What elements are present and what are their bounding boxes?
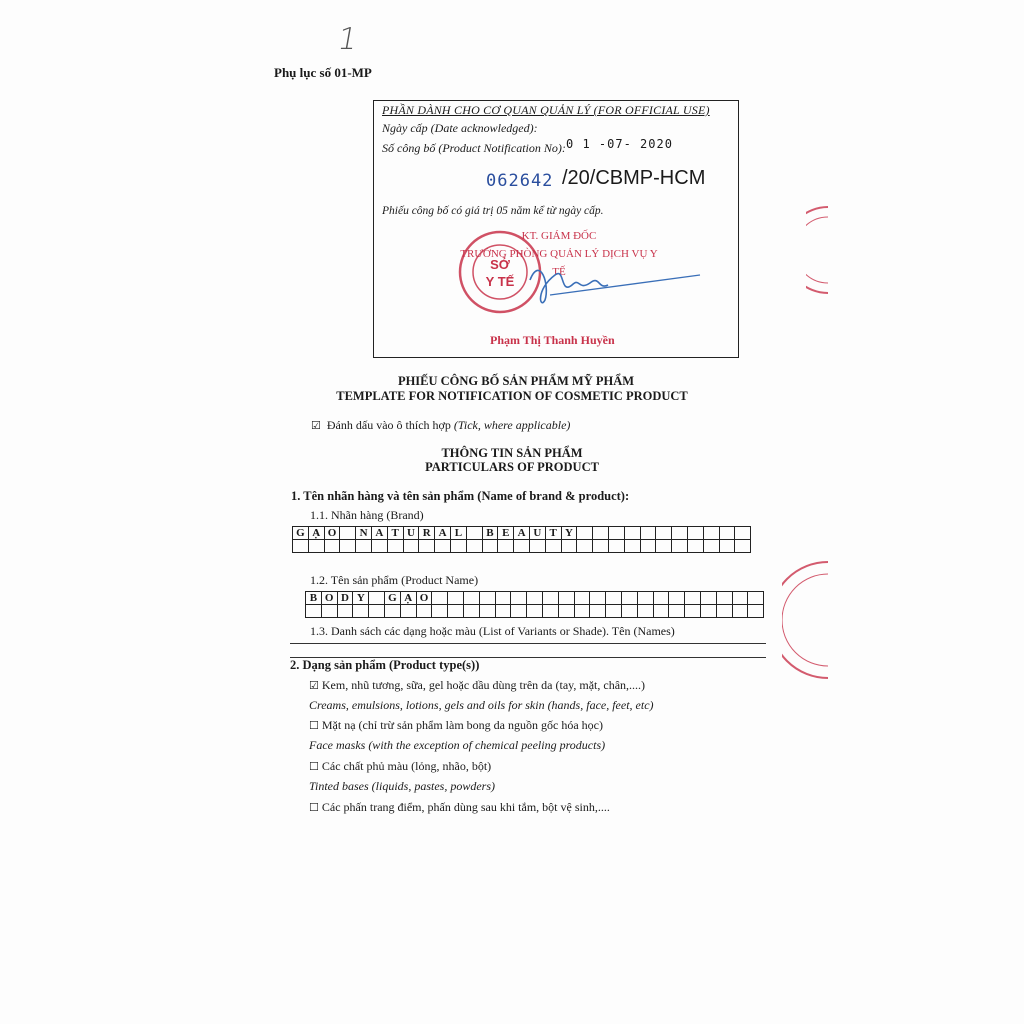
- grid-cell: [561, 540, 577, 553]
- grid-cell: A: [514, 527, 530, 540]
- product-type-option[interactable]: ☐ Các chất phủ màu (lỏng, nhão, bột): [309, 759, 492, 773]
- grid-cell: [308, 540, 324, 553]
- grid-cell: [369, 592, 385, 605]
- grid-cell: [545, 540, 561, 553]
- director-line1: KT. GIÁM ĐỐC: [521, 230, 597, 242]
- grid-cell: [685, 592, 701, 605]
- brand-label: 1.1. Nhãn hàng (Brand): [310, 508, 424, 522]
- date-stamp: 0 1 -07- 2020: [566, 137, 673, 151]
- grid-cell: [450, 540, 466, 553]
- grid-cell: E: [498, 527, 514, 540]
- grid-cell: [369, 605, 385, 618]
- grid-cell: [511, 592, 527, 605]
- product-type-option[interactable]: ☑ Kem, nhũ tương, sữa, gel hoặc dầu dùng trên da (tay, mặt, chân,....): [309, 678, 646, 692]
- grid-cell: [353, 605, 369, 618]
- grid-cell: N: [356, 527, 372, 540]
- variants-label: 1.3. Danh sách các dạng hoặc màu (List of Variants or Shade). Tên (Names): [310, 624, 675, 638]
- date-acknowledged-label: Ngày cấp (Date acknowledged):: [382, 121, 538, 135]
- grid-cell: [640, 527, 656, 540]
- grid-cell: O: [321, 592, 337, 605]
- grid-cell: Y: [561, 527, 577, 540]
- grid-cell: [419, 540, 435, 553]
- grid-cell: [687, 527, 703, 540]
- signature-icon: [510, 245, 710, 315]
- grid-cell: [527, 605, 543, 618]
- form-title-en: TEMPLATE FOR NOTIFICATION OF COSMETIC PRODUCT: [336, 389, 688, 403]
- grid-cell: [558, 592, 574, 605]
- grid-cell: [466, 527, 482, 540]
- grid-cell: [653, 592, 669, 605]
- grid-cell: [293, 540, 309, 553]
- grid-cell: [719, 540, 735, 553]
- product-type-option[interactable]: ☐ Các phấn trang điểm, phấn dùng sau khi tắm, bột vệ sinh,....: [309, 800, 610, 814]
- grid-cell: [356, 540, 372, 553]
- section1-title: 1. Tên nhãn hàng và tên sản phẩm (Name of brand & product):: [291, 489, 630, 503]
- grid-cell: R: [419, 527, 435, 540]
- grid-cell: [432, 592, 448, 605]
- grid-cell: U: [403, 527, 419, 540]
- grid-cell: [371, 540, 387, 553]
- grid-cell: [608, 527, 624, 540]
- grid-cell: [542, 605, 558, 618]
- grid-cell: [384, 605, 400, 618]
- grid-cell: [558, 605, 574, 618]
- grid-cell: [653, 605, 669, 618]
- grid-cell: [495, 605, 511, 618]
- grid-cell: [466, 540, 482, 553]
- grid-cell: [511, 605, 527, 618]
- grid-cell: [324, 540, 340, 553]
- grid-cell: O: [324, 527, 340, 540]
- grid-cell: [735, 540, 751, 553]
- grid-cell: [669, 605, 685, 618]
- grid-cell: [337, 605, 353, 618]
- grid-cell: [703, 527, 719, 540]
- grid-cell: [306, 605, 322, 618]
- grid-cell: A: [435, 527, 451, 540]
- grid-cell: [656, 540, 672, 553]
- notification-number-label: Số công bố (Product Notification No):: [382, 141, 566, 155]
- notification-suffix: /20/CBMP-HCM: [562, 167, 706, 189]
- grid-cell: [463, 592, 479, 605]
- side-seal-icon: [782, 560, 830, 680]
- grid-cell: G: [293, 527, 309, 540]
- checkbox-empty-icon[interactable]: ☐: [309, 760, 319, 773]
- grid-cell: [716, 592, 732, 605]
- grid-cell: [703, 540, 719, 553]
- grid-cell: [577, 527, 593, 540]
- grid-cell: D: [337, 592, 353, 605]
- grid-cell: Ạ: [400, 592, 416, 605]
- seal-text-top: SỞ: [490, 257, 510, 272]
- official-use-box: [373, 100, 739, 358]
- product-type-option[interactable]: ☐ Mặt nạ (chỉ trừ sản phẩm làm bong da nguồn gốc hóa học): [309, 718, 603, 732]
- grid-cell: [735, 527, 751, 540]
- grid-cell: [624, 540, 640, 553]
- handwritten-page-number: 1: [334, 22, 361, 57]
- grid-cell: [435, 540, 451, 553]
- grid-cell: [687, 540, 703, 553]
- grid-cell: [669, 592, 685, 605]
- grid-cell: [608, 540, 624, 553]
- grid-cell: [321, 605, 337, 618]
- grid-cell: Ạ: [308, 527, 324, 540]
- grid-cell: [719, 527, 735, 540]
- seal-text-bottom: Y TẾ: [485, 274, 515, 289]
- grid-cell: [590, 592, 606, 605]
- grid-cell: [448, 592, 464, 605]
- grid-cell: T: [387, 527, 403, 540]
- grid-cell: [621, 592, 637, 605]
- grid-cell: [621, 605, 637, 618]
- grid-cell: [340, 527, 356, 540]
- official-use-title: PHẦN DÀNH CHO CƠ QUAN QUẢN LÝ (FOR OFFICIAL USE): [382, 103, 710, 117]
- grid-cell: [495, 592, 511, 605]
- grid-cell: G: [384, 592, 400, 605]
- grid-cell: U: [529, 527, 545, 540]
- brand-grid: [292, 526, 751, 553]
- tick-note-vi: Đánh dấu vào ô thích hợp: [326, 418, 451, 432]
- grid-cell: [672, 540, 688, 553]
- particulars-title-en: PARTICULARS OF PRODUCT: [425, 460, 599, 474]
- checkbox-empty-icon[interactable]: ☐: [309, 719, 319, 732]
- grid-cell: [527, 592, 543, 605]
- tick-note-en: (Tick, where applicable): [453, 418, 571, 432]
- grid-cell: [400, 605, 416, 618]
- product-type-option-en: Tinted bases (liquids, pastes, powders): [309, 779, 496, 793]
- validity-note: Phiếu công bố có giá trị 05 năm kể từ ngày cấp.: [382, 205, 604, 217]
- grid-cell: [685, 605, 701, 618]
- grid-cell: [593, 540, 609, 553]
- grid-cell: [482, 540, 498, 553]
- grid-cell: L: [450, 527, 466, 540]
- grid-cell: [748, 605, 764, 618]
- grid-cell: [748, 592, 764, 605]
- grid-cell: [542, 592, 558, 605]
- grid-cell: [637, 592, 653, 605]
- grid-cell: [700, 592, 716, 605]
- grid-cell: [574, 605, 590, 618]
- grid-cell: [624, 527, 640, 540]
- grid-cell: [479, 592, 495, 605]
- grid-cell: [577, 540, 593, 553]
- appendix-label: Phụ lục số 01-MP: [274, 65, 372, 80]
- grid-cell: [529, 540, 545, 553]
- grid-cell: [448, 605, 464, 618]
- signer-name: Phạm Thị Thanh Huyền: [490, 333, 615, 347]
- checkbox-checked-icon[interactable]: ☑: [311, 419, 321, 432]
- grid-cell: [574, 592, 590, 605]
- grid-cell: [463, 605, 479, 618]
- grid-cell: T: [545, 527, 561, 540]
- grid-cell: [637, 605, 653, 618]
- checkbox-checked-icon[interactable]: ☑: [309, 679, 319, 692]
- grid-cell: [732, 592, 748, 605]
- grid-cell: [387, 540, 403, 553]
- product-name-grid: [305, 591, 764, 618]
- divider: [290, 643, 766, 644]
- notification-number: 062642: [486, 171, 554, 191]
- grid-cell: [700, 605, 716, 618]
- side-seal-icon: [806, 205, 830, 295]
- product-type-option-en: Face masks (with the exception of chemical peeling products): [309, 738, 606, 752]
- grid-cell: [479, 605, 495, 618]
- grid-cell: A: [371, 527, 387, 540]
- grid-cell: O: [416, 592, 432, 605]
- grid-cell: [672, 527, 688, 540]
- grid-cell: Y: [353, 592, 369, 605]
- product-type-option-en: Creams, emulsions, lotions, gels and oils for skin (hands, face, feet, etc): [309, 698, 654, 712]
- grid-cell: [656, 527, 672, 540]
- grid-cell: [732, 605, 748, 618]
- grid-cell: [416, 605, 432, 618]
- grid-cell: B: [306, 592, 322, 605]
- checkbox-empty-icon[interactable]: ☐: [309, 801, 319, 814]
- director-line2: TRƯỞNG PHÒNG QUẢN LÝ DỊCH VỤ Y TẾ: [460, 248, 658, 278]
- grid-cell: B: [482, 527, 498, 540]
- grid-cell: [590, 605, 606, 618]
- grid-cell: [716, 605, 732, 618]
- tick-note: [311, 418, 570, 433]
- grid-cell: [593, 527, 609, 540]
- grid-cell: [606, 592, 622, 605]
- form-title-vi: PHIẾU CÔNG BỐ SẢN PHẨM MỸ PHẨM: [397, 374, 635, 388]
- grid-cell: [340, 540, 356, 553]
- grid-cell: [606, 605, 622, 618]
- grid-cell: [514, 540, 530, 553]
- grid-cell: [498, 540, 514, 553]
- section2-title: 2. Dạng sản phẩm (Product type(s)): [290, 658, 480, 672]
- grid-cell: [432, 605, 448, 618]
- grid-cell: [640, 540, 656, 553]
- product-name-label: 1.2. Tên sản phẩm (Product Name): [310, 573, 479, 587]
- particulars-title-vi: THÔNG TIN SẢN PHẨM: [441, 446, 583, 460]
- grid-cell: [403, 540, 419, 553]
